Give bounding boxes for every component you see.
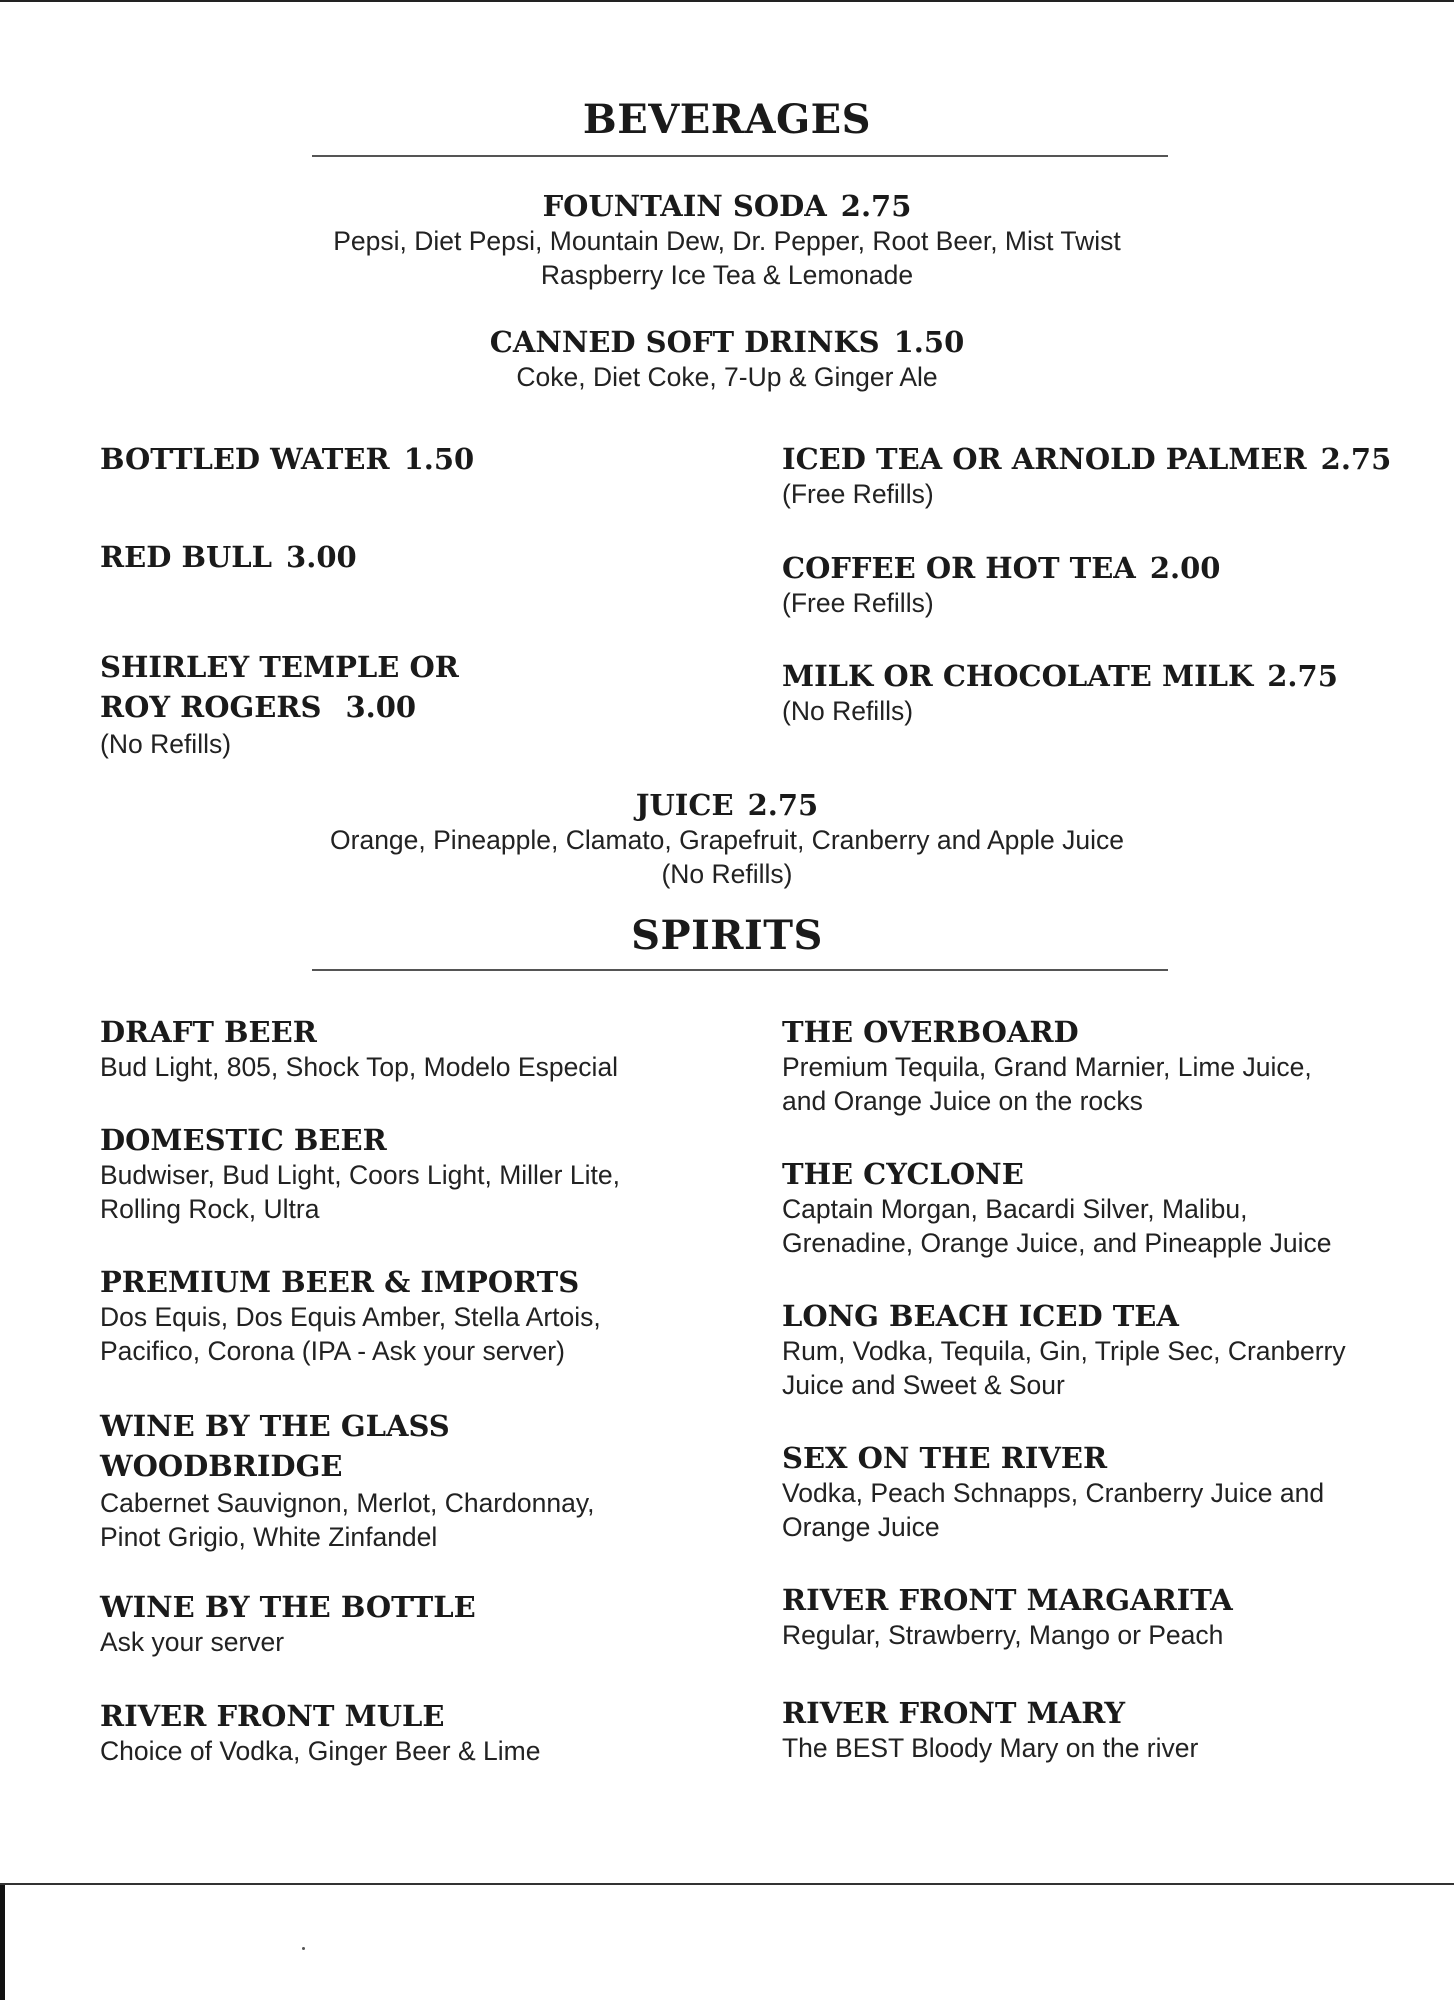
item-description: Dos Equis, Dos Equis Amber, Stella Artois, xyxy=(100,1302,601,1332)
menu-item-long-beach-iced-tea xyxy=(782,1298,1422,1402)
menu-item-river-front-mule xyxy=(100,1698,720,1768)
item-note: (No Refills) xyxy=(661,859,793,889)
item-description: Rum, Vodka, Tequila, Gin, Triple Sec, Cranberry xyxy=(782,1336,1346,1366)
menu-item-milk xyxy=(782,658,1422,728)
item-name: COFFEE OR HOT TEA xyxy=(782,551,1136,585)
item-description: and Orange Juice on the rocks xyxy=(782,1086,1143,1116)
item-description: Bud Light, 805, Shock Top, Modelo Especial xyxy=(100,1052,619,1082)
item-note: (No Refills) xyxy=(100,729,232,759)
item-name: RIVER FRONT MULE xyxy=(100,1699,445,1733)
spirits-divider xyxy=(312,969,1168,971)
item-price: 2.75 xyxy=(747,788,819,822)
item-description: Premium Tequila, Grand Marnier, Lime Juice, xyxy=(782,1052,1312,1082)
menu-item-river-front-mary xyxy=(782,1695,1422,1765)
item-name: DRAFT BEER xyxy=(100,1015,317,1049)
item-name: BOTTLED WATER xyxy=(100,442,390,476)
beverages-divider xyxy=(312,155,1168,157)
item-description: The BEST Bloody Mary on the river xyxy=(782,1733,1199,1763)
item-price: 2.75 xyxy=(840,189,912,223)
item-description: Pinot Grigio, White Zinfandel xyxy=(100,1522,438,1552)
spirits-title: SPIRITS xyxy=(631,912,823,959)
item-description: Pepsi, Diet Pepsi, Mountain Dew, Dr. Pepper, Root Beer, Mist Twist xyxy=(333,226,1121,256)
item-description: Regular, Strawberry, Mango or Peach xyxy=(782,1620,1224,1650)
item-price: 3.00 xyxy=(286,540,357,574)
menu-item-coffee xyxy=(782,550,1422,620)
item-description: Captain Morgan, Bacardi Silver, Malibu, xyxy=(782,1194,1248,1224)
item-price: 3.00 xyxy=(345,690,417,724)
item-description: Coke, Diet Coke, 7-Up & Ginger Ale xyxy=(516,362,938,392)
item-price: 2.75 xyxy=(1267,659,1338,693)
menu-item-shirley-temple xyxy=(100,647,720,761)
item-description: Budwiser, Bud Light, Coors Light, Miller Lite, xyxy=(100,1160,620,1190)
item-description: Cabernet Sauvignon, Merlot, Chardonnay, xyxy=(100,1488,595,1518)
scan-edge-top xyxy=(0,0,1454,2)
menu-item-bottled-water xyxy=(100,441,720,477)
item-name: RIVER FRONT MARGARITA xyxy=(782,1583,1233,1617)
scan-speck xyxy=(302,1947,305,1950)
menu-item-fountain-soda xyxy=(0,188,1454,292)
item-price: 2.75 xyxy=(1320,442,1392,476)
menu-item-wine-by-glass xyxy=(100,1406,720,1554)
item-price: 2.00 xyxy=(1149,551,1221,585)
item-note: (Free Refills) xyxy=(782,479,934,509)
item-name: ICED TEA OR ARNOLD PALMER xyxy=(782,442,1307,476)
item-description: Orange, Pineapple, Clamato, Grapefruit, Cranberry and Apple Juice xyxy=(330,825,1124,855)
menu-item-sex-on-the-river xyxy=(782,1440,1422,1544)
beverages-title: BEVERAGES xyxy=(582,96,872,143)
item-note: (No Refills) xyxy=(782,696,914,726)
menu-item-iced-tea xyxy=(782,441,1422,511)
item-description: Vodka, Peach Schnapps, Cranberry Juice and xyxy=(782,1478,1325,1508)
menu-item-red-bull xyxy=(100,539,720,575)
menu-item-premium-beer xyxy=(100,1264,720,1368)
menu-item-canned-soft-drinks xyxy=(0,324,1454,394)
item-description: Pacifico, Corona (IPA - Ask your server) xyxy=(100,1336,565,1366)
item-description: Grenadine, Orange Juice, and Pineapple Juice xyxy=(782,1228,1332,1258)
item-name: FOUNTAIN SODA xyxy=(542,189,827,223)
item-note: (Free Refills) xyxy=(782,588,934,618)
item-description: Ask your server xyxy=(100,1627,285,1657)
item-name: PREMIUM BEER & IMPORTS xyxy=(100,1265,580,1299)
item-name: CANNED SOFT DRINKS xyxy=(489,325,880,359)
scan-edge-bottom xyxy=(0,1883,1454,1885)
item-name: SEX ON THE RIVER xyxy=(782,1441,1108,1475)
item-name: WOODBRIDGE xyxy=(100,1449,343,1483)
item-name: THE OVERBOARD xyxy=(782,1015,1079,1049)
item-name: WINE BY THE GLASS xyxy=(100,1409,450,1443)
menu-item-juice xyxy=(0,787,1454,891)
menu-item-domestic-beer xyxy=(100,1122,720,1226)
item-name: RED BULL xyxy=(100,540,273,574)
item-name: MILK OR CHOCOLATE MILK xyxy=(782,659,1254,693)
item-name: ROY ROGERS xyxy=(100,690,322,724)
menu-item-draft-beer xyxy=(100,1014,720,1084)
item-name: WINE BY THE BOTTLE xyxy=(100,1590,476,1624)
item-description: Juice and Sweet & Sour xyxy=(782,1370,1065,1400)
menu-item-the-cyclone xyxy=(782,1156,1422,1260)
menu-item-river-front-margarita xyxy=(782,1582,1422,1652)
item-name: THE CYCLONE xyxy=(782,1157,1024,1191)
item-name: DOMESTIC BEER xyxy=(100,1123,387,1157)
item-name: RIVER FRONT MARY xyxy=(782,1696,1126,1730)
item-name: JUICE xyxy=(635,788,734,822)
item-price: 1.50 xyxy=(893,325,965,359)
item-description: Choice of Vodka, Ginger Beer & Lime xyxy=(100,1736,541,1766)
menu-item-the-overboard xyxy=(782,1014,1422,1118)
item-name: SHIRLEY TEMPLE OR xyxy=(100,650,459,684)
item-price: 1.50 xyxy=(403,442,475,476)
item-description: Orange Juice xyxy=(782,1512,940,1542)
menu-item-wine-by-bottle xyxy=(100,1589,720,1659)
scan-edge-left xyxy=(0,1885,5,2000)
item-description: Rolling Rock, Ultra xyxy=(100,1194,320,1224)
item-description: Raspberry Ice Tea & Lemonade xyxy=(540,260,914,290)
item-name: LONG BEACH ICED TEA xyxy=(782,1299,1179,1333)
